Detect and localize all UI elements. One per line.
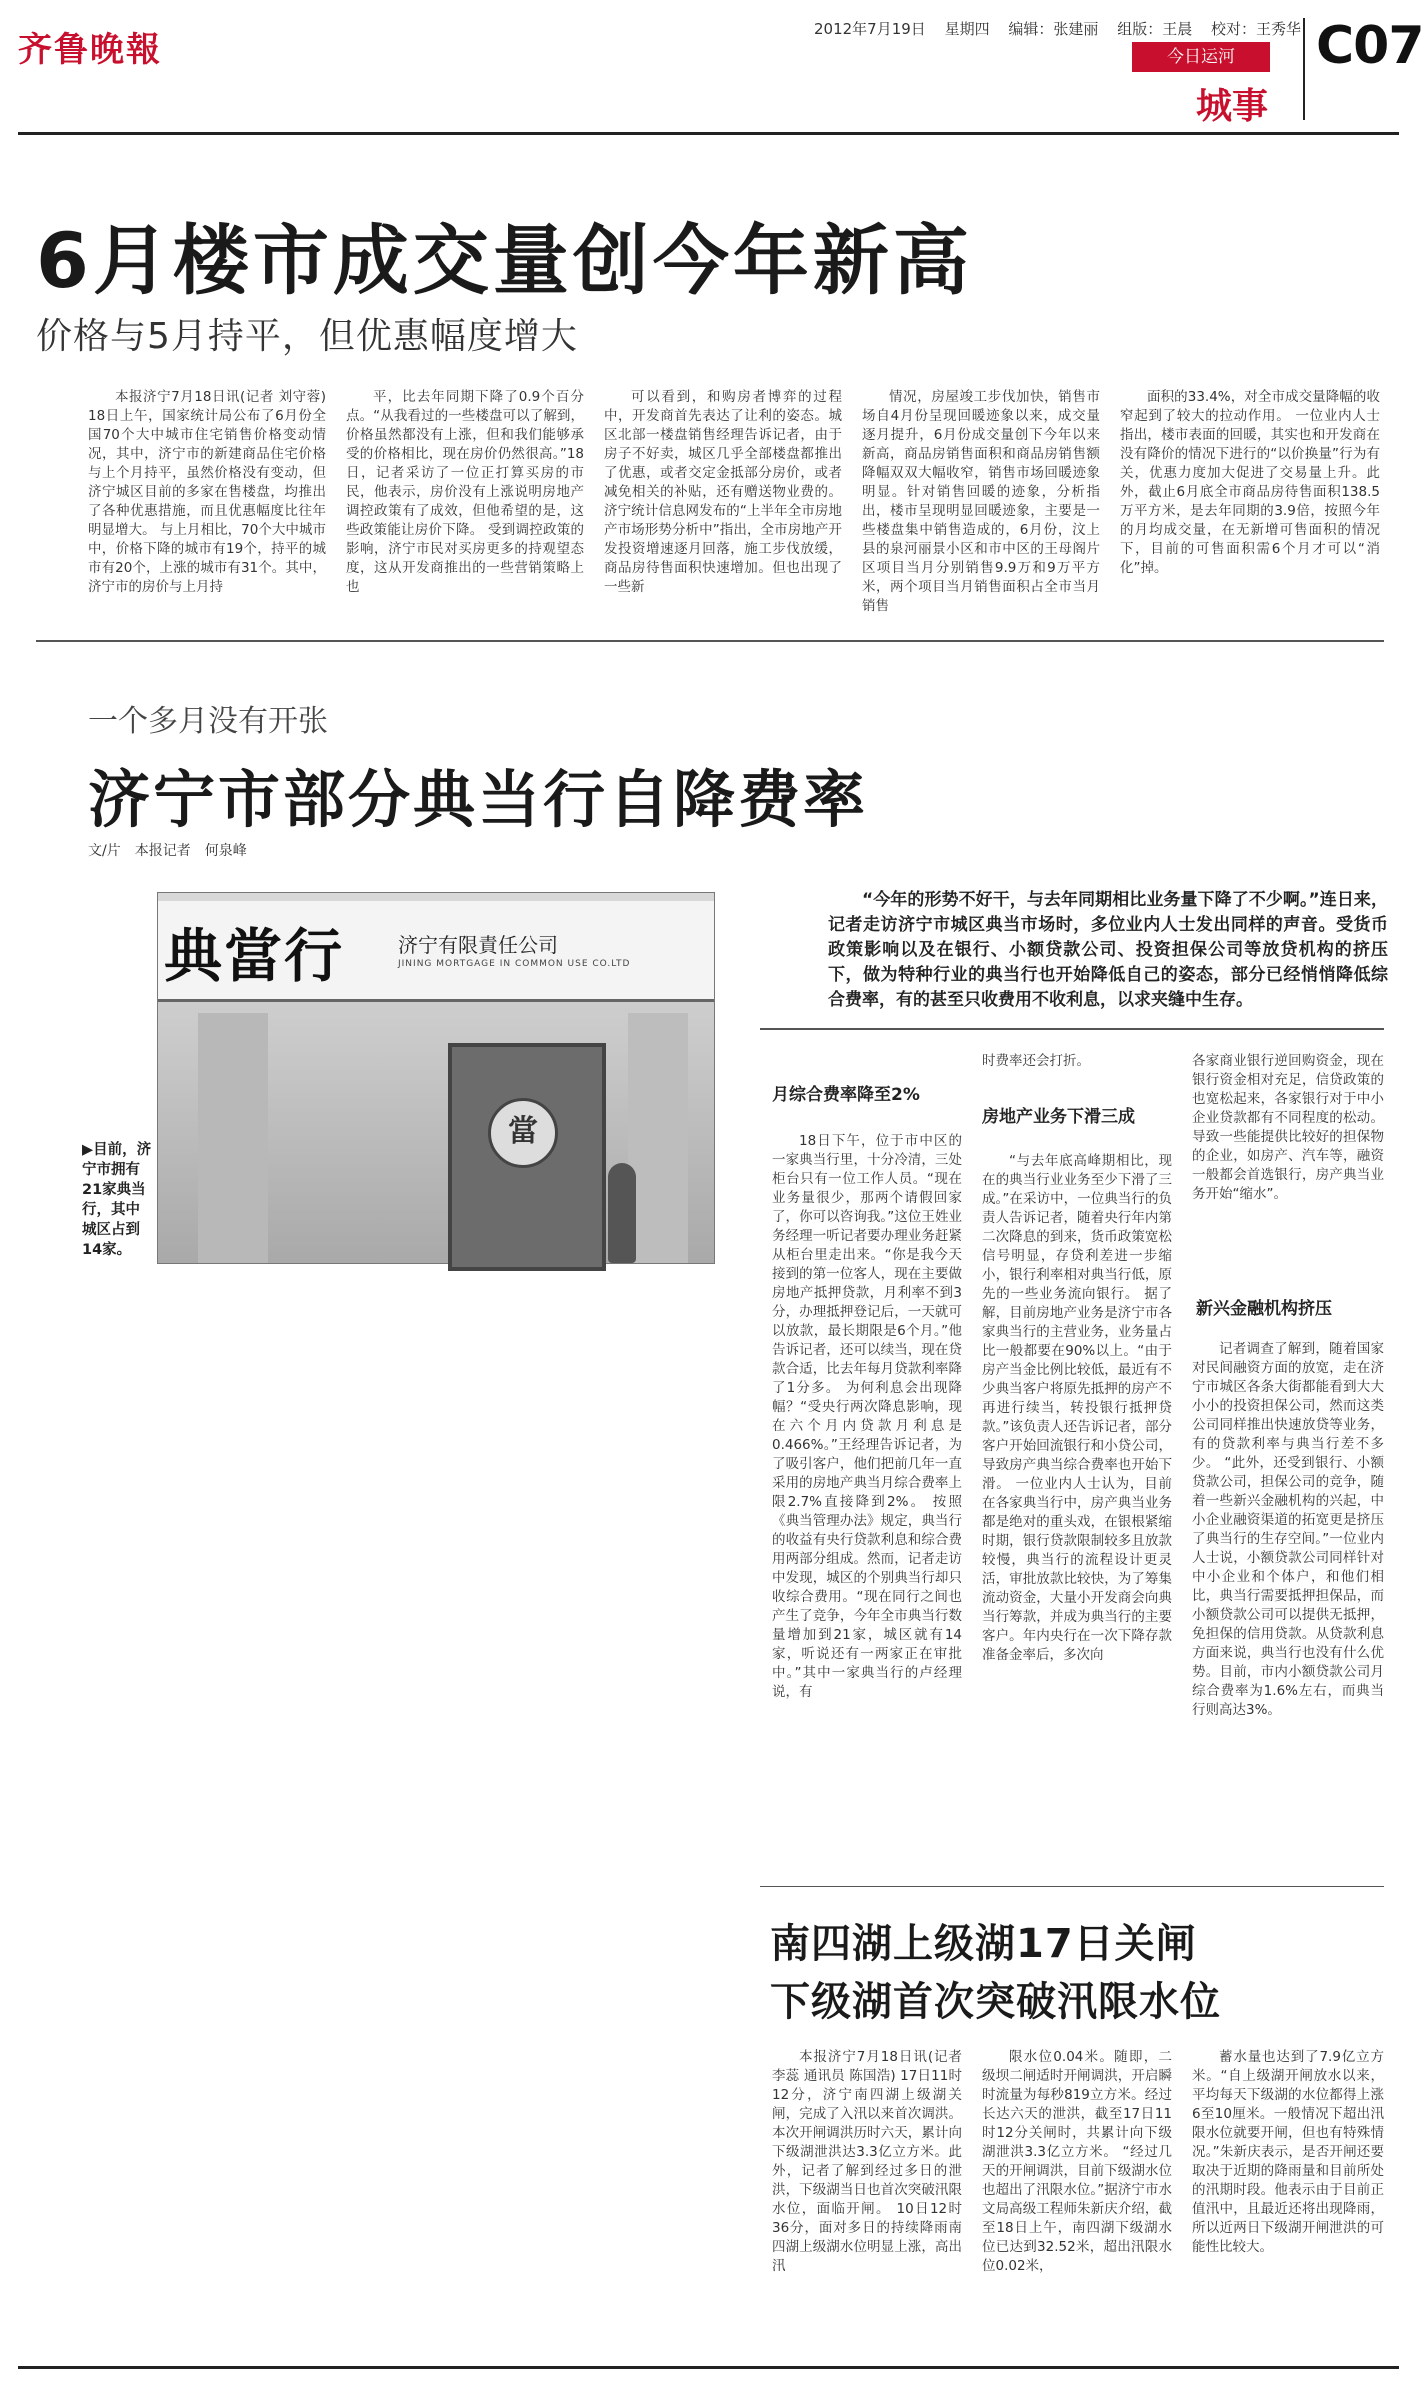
article2-col-3: 记者调查了解到，随着国家对民间融资方面的放宽，走在济宁市城区各条大街都能看到大大小小的投资担保公司，然而这类公司同样推出快速放贷等业务，有的贷款利率与典当行差不多少。 “此外，还受到银行、小额贷款公司，担保公司的竞争，随着一些新兴金融机构的兴起，中小企业融资渠道的拓宽更是挤压了典当行的生存空间。”一位业内人士说，小额贷款公司同样针对中小企业和个体户，和他们相比，典当行需要抵押担保品，而小额贷款公司可以提供无抵押，免担保的信用贷款。从贷款利息方面来说，典当行也没有什么优势。目前，市内小额贷款公司月综合费率为1.6%左右，而典当行则高达3%。 [1192,1341,1384,1718]
article2-headline: 济宁市部分典当行自降费率 [88,763,869,836]
article3-divider [760,1886,1384,1887]
article1-col-1: 本报济宁7月18日讯(记者 刘守蓉) 18日上午，国家统计局公布了6月份全国70个大中城市住宅销售价格变动情况，其中，济宁市的新建商品住宅价格与上个月持平，虽然价格没有变动，但济宁城区目前的多家在售楼盘，均推出了各种优惠措施，而且优惠幅度比往年明显增大。 与上月相比，70个大中城市中，价格下降的城市有19个，持平的城市有20个，上涨的城市有31个。其中，济宁市的房价与上月持 [88,389,326,595]
page-number: C07 [1316,16,1424,76]
photo-caption: ▶目前，济宁市拥有21家典当行，其中城区占到14家。 [82,1142,152,1258]
article3-col-1: 本报济宁7月18日讯(记者 李蕊 通讯员 陈国浩) 17日11时12分，济宁南四湖上级湖关闸，完成了入汛以来首次调洪。本次开闸调洪历时六天，累计向下级湖泄洪达3.3亿立方米。此外，记者了解到经过多日的泄洪，下级湖当日也首次突破汛限水位，面临开闸。 10日12时36分，面对多日的持续降雨南四湖上级湖水位明显上涨，高出汛 [772,2049,962,2274]
layout-credit: 组版：王晨 [1117,20,1193,38]
issue-date: 2012年7月19日 [814,20,926,38]
photo-pillar-right [628,1013,688,1263]
photo-sign-company: 济宁有限責任公司 [398,933,558,957]
article3-col-3: 蓄水量也达到了7.9亿立方米。“自上级湖开闸放水以来，平均每天下级湖的水位都得上涨6至10厘米。一般情况下超出汛限水位就要开闸，但也有特殊情况。”朱新庆表示，是否开闸还要取决于近期的降雨量和目前所处的汛期时段。他表示由于目前正值汛中，且最近还将出现降雨，所以近两日下级湖开闸泄洪的可能性比较大。 [1192,2049,1384,2255]
pawnshop-photo [157,892,715,1264]
article1-headline: 6月楼市成交量创今年新高 [36,216,973,305]
subhead-fee-rate: 月综合费率降至2% [772,1085,920,1105]
article2-col-1: 18日下午，位于市中区的一家典当行里，十分冷清，三处柜台只有一位工作人员。“现在业务量很少，那两个请假回家了，你可以咨询我。”这位王姓业务经理一听记者要办理业务赶紧从柜台里走出来。“你是我今天接到的第一位客人，现在主要做房地产抵押贷款，月利率不到3分，办理抵押登记后，一天就可以放款，最长期限是6个月。”他告诉记者，还可以续当，现在贷款合适，比去年每月贷款利率降了1分多。 为何利息会出现降幅？“受央行两次降息影响，现在六个月内贷款月利息是0.466%。”王经理告诉记者，为了吸引客户，他们把前几年一直采用的房地产典当月综合费率上限2.7%直接降到2%。 按照《典当管理办法》规定，典当行的收益有央行贷款利息和综合费用两部分组成。然而，记者走访中发现，城区的个别典当行却只收综合费用。“现在同行之间也产生了竞争，今年全市典当行数量增加到21家，城区就有14家，听说还有一两家正在审批中。”其中一家典当行的卢经理说，有 [772,1133,962,1700]
article2-col-2-top: 时费率还会打折。 [982,1053,1090,1069]
photo-sign-english: JINING MORTGAGE IN COMMON USE CO.LTD [398,959,631,969]
section-tag: 今日运河 [1132,42,1270,72]
photo-pillar-left [198,1013,268,1263]
photo-shop-sign [158,901,714,1002]
issue-weekday: 星期四 [944,20,990,38]
proof-credit: 校对：王秀华 [1210,20,1301,38]
article2-col-3-top: 各家商业银行逆回购资金，现在银行资金相对充足，信贷政策的也宽松起来，各家银行对于中小企业贷款都有不同程度的松动。导致一些能提供比较好的担保物的企业，如房产、汽车等，融资一般都会首选银行，房产典当业务开始“缩水”。 [1192,1053,1384,1202]
article1-subhead: 价格与5月持平，但优惠幅度增大 [36,316,578,357]
newspaper-logo: 齐鲁晚報 [18,30,162,70]
editor-credit: 编辑：张建丽 [1008,20,1099,38]
article1-col-2: 平，比去年同期下降了0.9个百分点。“从我看过的一些楼盘可以了解到，价格虽然都没有上涨，但和我们能够承受的价格相比，现在房价仍然很高。”18日，记者采访了一位正打算买房的市民，他表示，房价没有上涨说明房地产调控政策有了成效，但他希望的是，这些政策能让房价下降。 受到调控政策的影响，济宁市民对买房更多的持观望态度，这从开发商推出的一些营销策略上也 [346,389,584,595]
article1-col-3: 可以看到，和购房者博弈的过程中，开发商首先表达了让利的姿态。城区北部一楼盘销售经理告诉记者，由于房子不好卖，城区几乎全部楼盘都推出了优惠，或者交定金抵部分房价，或者减免相关的补贴，还有赠送物业费的。 济宁统计信息网发布的“上半年全市房地产市场形势分析中”指出，全市房地产开发投资增速逐月回落，施工步伐放缓，商品房待售面积快速增加。但也出现了一些新 [604,389,842,595]
issue-meta [814,18,1315,39]
bottom-rule [18,2366,1399,2369]
photo-person [608,1163,636,1263]
article2-byline: 文/片 本报记者 何泉峰 [88,843,247,859]
section-divider [36,640,1384,642]
article2-lead: “今年的形势不好干，与去年同期相比业务量下降了不少啊。”连日来，记者走访济宁市城区典当市场时，多位业内人士发出同样的声音。受货币政策影响以及在银行、小额贷款公司、投资担保公司等放贷机构的挤压下，做为特种行业的典当行也开始降低自己的姿态，部分已经悄悄降低综合费率，有的甚至只收费用不收利息，以求夹缝中生存。 [828,890,1388,1010]
section-name: 城事 [1196,86,1269,127]
photo-door-emblem: 當 [488,1098,558,1168]
article1-col-5: 面积的33.4%，对全市成交量降幅的收窄起到了较大的拉动作用。 一位业内人士指出，楼市表面的回暖，其实也和开发商在没有降价的情况下进行的“以价换量”行为有关，优惠力度加大促进了交易量上升。此外，截止6月底全市商品房待售面积138.5万平方米，是去年同期的3.9倍，按照今年的月均成交量，在无新增可售面积的情况下，目前的可售面积需6个月才可以“消化”掉。 [1120,389,1380,576]
top-rule [18,132,1399,135]
article3-headline-2: 下级湖首次突破汛限水位 [770,1979,1221,2025]
article2-col-2: “与去年底高峰期相比，现在的典当行业业务至少下滑了三成。”在采访中，一位典当行的负责人告诉记者，随着央行年内第二次降息的到来，货币政策宽松信号明显，存贷利差进一步缩小，银行利率相对典当行低，原先的一些业务流向银行。 据了解，目前房地产业务是济宁市各家典当行的主营业务，业务量占比一般都要在90%以上。“由于房产当金比例比较低，最近有不少典当客户将原先抵押的房产不再进行续当，转投银行抵押贷款。”该负责人还告诉记者，部分客户开始回流银行和小贷公司，导致房产典当综合费率也开始下滑。 一位业内人士认为，目前在各家典当行中，房产典当业务都是绝对的重头戏，在银根紧缩时期，银行贷款限制较多且放款较慢，典当行的流程设计更灵活，审批放款比较快，为了筹集流动资金，大量小开发商会向典当行筹款，并成为典当行的主要客户。年内央行在一次下降存款准备金率后，多次向 [982,1153,1172,1663]
masthead-divider [1303,18,1305,120]
subhead-realestate: 房地产业务下滑三成 [982,1107,1135,1127]
photo-sign-text: 典當行 [164,922,345,990]
lead-divider [760,1028,1384,1030]
subhead-fintech: 新兴金融机构挤压 [1196,1299,1332,1319]
article1-col-4: 情况，房屋竣工步伐加快，销售市场自4月份呈现回暖迹象以来，成交量逐月提升，6月份成交量创下今年以来新高，商品房销售面积和商品房销售额降幅双双大幅收窄，销售市场回暖迹象明显。针对销售回暖的迹象，分析指出，楼市呈现明显回暖迹象，主要是一些楼盘集中销售造成的，6月份，汶上县的泉河丽景小区和市中区的王母阁片区项目当月分别销售9.9万和9万平方米，两个项目当月销售面积占全市当月销售 [862,389,1100,614]
article3-headline-1: 南四湖上级湖17日关闸 [770,1921,1197,1967]
article3-col-2: 限水位0.04米。随即，二级坝二闸适时开闸调洪，开启瞬时流量为每秒819立方米。经过长达六天的泄洪，截至17日11时12分关闸时，共累计向下级湖泄洪3.3亿立方米。 “经过几天的开闸调洪，目前下级湖水位也超出了汛限水位。”据济宁市水文局高级工程师朱新庆介绍，截至18日上午，南四湖下级湖水位已达到32.52米，超出汛限水位0.02米， [982,2049,1172,2274]
article2-kicker: 一个多月没有开张 [88,704,328,739]
